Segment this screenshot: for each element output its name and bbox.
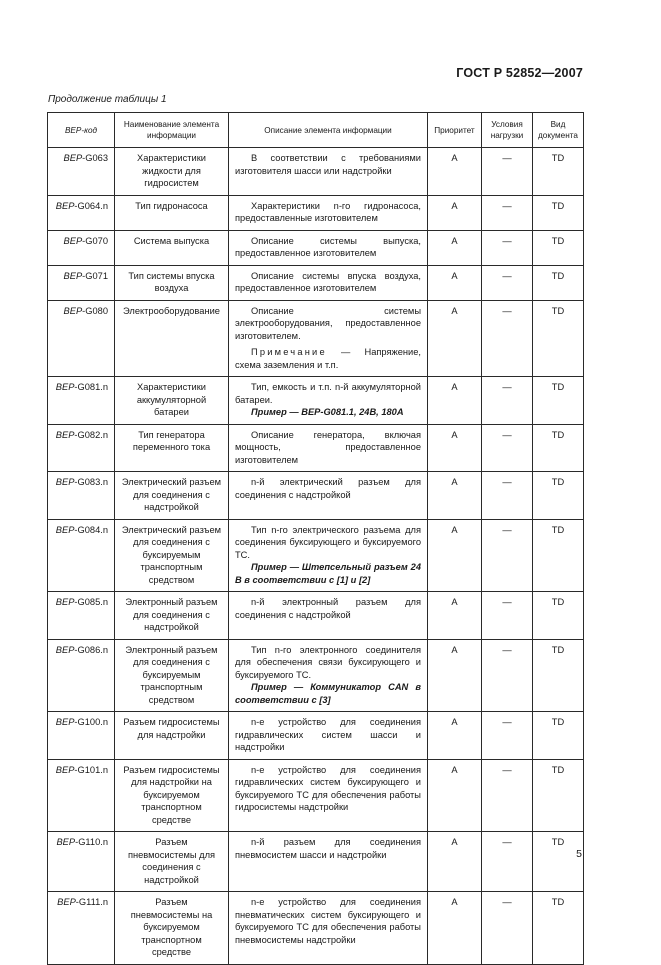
name-cell: Разъем пневмосистемы для соединения с надстройкой bbox=[115, 832, 229, 892]
description-text: Описание системы электрооборудования, предоставленное изготовителем. bbox=[235, 305, 421, 341]
conditions-cell: — bbox=[482, 300, 533, 377]
code-cell bbox=[48, 592, 115, 640]
document-header: ГОСТ Р 52852—2007 bbox=[456, 66, 583, 80]
doc-type-cell: TD bbox=[533, 519, 584, 592]
doc-type-cell: TD bbox=[533, 265, 584, 300]
conditions-cell: — bbox=[482, 377, 533, 425]
priority-cell: А bbox=[428, 230, 482, 265]
description-text: В соответствии с требованиями изготовителя шасси или надстройки bbox=[235, 153, 421, 176]
table-row bbox=[48, 195, 584, 230]
code-suffix: -G064.n bbox=[74, 200, 108, 211]
name-cell: Разъем пневмосистемы на буксируемом транспортном средстве bbox=[115, 892, 229, 965]
description-cell bbox=[229, 759, 428, 832]
priority-cell: А bbox=[428, 639, 482, 712]
conditions-cell: — bbox=[482, 519, 533, 592]
priority-cell: А bbox=[428, 424, 482, 472]
code-suffix: -G071 bbox=[82, 270, 108, 281]
code-prefix: ВЕР bbox=[55, 717, 75, 727]
doc-type-cell: TD bbox=[533, 300, 584, 377]
conditions-cell: — bbox=[482, 892, 533, 965]
description-cell bbox=[229, 195, 428, 230]
code-cell bbox=[48, 265, 115, 300]
specification-table bbox=[47, 112, 584, 965]
priority-cell: А bbox=[428, 712, 482, 760]
code-prefix: ВЕР bbox=[57, 897, 76, 907]
conditions-cell: — bbox=[482, 639, 533, 712]
description-text: Описание системы выпуска, предоставленное изготовителем bbox=[235, 235, 421, 258]
code-prefix: ВЕР bbox=[63, 235, 83, 246]
name-cell: Тип гидронасоса bbox=[115, 195, 229, 230]
description-text: Описание генератора, включая мощность, предоставленное изготовителем bbox=[235, 429, 421, 465]
note-label: Примечание bbox=[251, 347, 327, 357]
table-row bbox=[48, 832, 584, 892]
priority-cell: А bbox=[428, 519, 482, 592]
name-cell: Тип системы впуска воздуха bbox=[115, 265, 229, 300]
code-suffix: -G083.n bbox=[74, 477, 108, 487]
priority-cell: А bbox=[428, 265, 482, 300]
priority-cell: А bbox=[428, 195, 482, 230]
code-prefix: ВЕР bbox=[55, 524, 75, 535]
table-row bbox=[48, 300, 584, 377]
page-number: 5 bbox=[576, 848, 582, 860]
description-text: n-й электронный разъем для соединения с надстройкой bbox=[235, 597, 421, 620]
code-suffix: -G085.n bbox=[74, 597, 108, 607]
name-cell: Тип генератора переменного тока bbox=[115, 424, 229, 472]
name-cell: Разъем гидросистемы для надстройки на буксируемом транспортном средстве bbox=[115, 759, 229, 832]
description-cell bbox=[229, 265, 428, 300]
table-row bbox=[48, 892, 584, 965]
conditions-cell: — bbox=[482, 759, 533, 832]
name-cell: Электрооборудование bbox=[115, 300, 229, 377]
table-header-row bbox=[48, 113, 584, 148]
code-suffix: -G086.n bbox=[74, 644, 108, 655]
name-cell: Разъем гидросистемы для надстройки bbox=[115, 712, 229, 760]
example-text: Пример — Штепсельный разъем 24 В в соответствии с [1] и [2] bbox=[235, 562, 421, 585]
description-text: Тип n-го электрического разъема для соединения буксирующего и буксируемого ТС. bbox=[235, 524, 421, 560]
example-text: Пример — ВЕР-G081.1, 24В, 180А bbox=[251, 407, 404, 417]
description-text: n-й разъем для соединения пневмосистем шасси и надстройки bbox=[235, 837, 421, 860]
description-cell bbox=[229, 592, 428, 640]
name-cell: Электронный разъем для соединения с надстройкой bbox=[115, 592, 229, 640]
doc-type-cell: TD bbox=[533, 230, 584, 265]
table-caption: Продолжение таблицы 1 bbox=[48, 94, 167, 105]
note bbox=[235, 346, 421, 371]
table-row bbox=[48, 230, 584, 265]
description-cell bbox=[229, 230, 428, 265]
description-cell bbox=[229, 712, 428, 760]
description-text: n-е устройство для соединения гидравлических систем шасси и надстройки bbox=[235, 717, 421, 752]
conditions-cell: — bbox=[482, 832, 533, 892]
description-cell bbox=[229, 639, 428, 712]
code-suffix: -G100.n bbox=[74, 717, 108, 727]
code-prefix: ВЕР bbox=[56, 837, 76, 847]
code-cell bbox=[48, 519, 115, 592]
priority-cell: А bbox=[428, 300, 482, 377]
code-suffix: -G081.n bbox=[74, 382, 108, 392]
code-prefix: ВЕР bbox=[55, 644, 75, 655]
name-cell: Характеристики аккумуляторной батареи bbox=[115, 377, 229, 425]
code-cell bbox=[48, 892, 115, 965]
code-suffix: -G111.n bbox=[75, 897, 108, 907]
table-row bbox=[48, 472, 584, 520]
code-suffix: -G110.n bbox=[75, 837, 108, 847]
code-cell bbox=[48, 300, 115, 377]
description-text: n-е устройство для соединения пневматических систем буксирующего и буксируемого ТС для обеспечения работы пневмосистемы надстройки bbox=[235, 897, 421, 945]
conditions-cell: — bbox=[482, 230, 533, 265]
code-prefix: ВЕР bbox=[55, 764, 75, 775]
conditions-cell: — bbox=[482, 712, 533, 760]
code-cell bbox=[48, 377, 115, 425]
code-cell bbox=[48, 148, 115, 196]
doc-type-cell: TD bbox=[533, 759, 584, 832]
priority-cell: А bbox=[428, 148, 482, 196]
description-cell bbox=[229, 472, 428, 520]
doc-type-cell: TD bbox=[533, 377, 584, 425]
table-row bbox=[48, 265, 584, 300]
code-prefix: ВЕР bbox=[55, 597, 75, 607]
description-cell bbox=[229, 377, 428, 425]
table-row bbox=[48, 592, 584, 640]
doc-type-cell: TD bbox=[533, 195, 584, 230]
description-text: Характеристики n-го гидронасоса, предоставленные изготовителем bbox=[235, 200, 421, 223]
code-suffix: -G070 bbox=[82, 235, 108, 246]
code-suffix: -G063 bbox=[82, 153, 108, 163]
code-suffix: -G101.n bbox=[74, 764, 108, 775]
table-row bbox=[48, 759, 584, 832]
conditions-cell: — bbox=[482, 195, 533, 230]
code-suffix: -G084.n bbox=[74, 524, 108, 535]
conditions-cell: — bbox=[482, 592, 533, 640]
column-header-priority: Приоритет bbox=[428, 113, 482, 148]
table-row bbox=[48, 639, 584, 712]
column-header-description: Описание элемента информации bbox=[229, 113, 428, 148]
code-prefix: ВЕР bbox=[55, 382, 75, 392]
priority-cell: А bbox=[428, 472, 482, 520]
table-row bbox=[48, 424, 584, 472]
column-header-name: Наименование элемента информации bbox=[115, 113, 229, 148]
conditions-cell: — bbox=[482, 148, 533, 196]
code-suffix: -G080 bbox=[82, 305, 108, 316]
table-row bbox=[48, 712, 584, 760]
column-header-conditions: Условия нагрузки bbox=[482, 113, 533, 148]
code-cell bbox=[48, 195, 115, 230]
column-header-doc-type: Вид документа bbox=[533, 113, 584, 148]
code-cell bbox=[48, 712, 115, 760]
description-cell bbox=[229, 892, 428, 965]
doc-type-cell: TD bbox=[533, 892, 584, 965]
code-prefix: ВЕР bbox=[63, 153, 83, 163]
conditions-cell: — bbox=[482, 424, 533, 472]
code-prefix: ВЕР bbox=[55, 477, 75, 487]
description-text: Тип, емкость и т.п. n-й аккумуляторной батареи. bbox=[235, 382, 421, 405]
doc-type-cell: TD bbox=[533, 639, 584, 712]
description-cell bbox=[229, 148, 428, 196]
doc-type-cell: TD bbox=[533, 712, 584, 760]
doc-type-cell: TD bbox=[533, 424, 584, 472]
description-cell bbox=[229, 300, 428, 377]
name-cell: Система выпуска bbox=[115, 230, 229, 265]
code-cell bbox=[48, 424, 115, 472]
description-text: Тип n-го электронного соединителя для обеспечения связи буксирующего и буксируемого ТС. bbox=[235, 644, 421, 680]
code-prefix: ВЕР bbox=[55, 200, 75, 211]
description-text: Описание системы впуска воздуха, предоставленное изготовителем bbox=[235, 270, 421, 293]
code-cell bbox=[48, 230, 115, 265]
code-prefix: ВЕР bbox=[55, 429, 75, 440]
code-cell bbox=[48, 832, 115, 892]
priority-cell: А bbox=[428, 892, 482, 965]
name-cell: Электрический разъем для соединения с надстройкой bbox=[115, 472, 229, 520]
priority-cell: А bbox=[428, 377, 482, 425]
doc-type-cell: TD bbox=[533, 472, 584, 520]
note-text: — Напряжение, схема заземления и т.п. bbox=[235, 347, 421, 370]
doc-type-cell: TD bbox=[533, 592, 584, 640]
code-prefix: ВЕР bbox=[63, 305, 83, 316]
conditions-cell: — bbox=[482, 265, 533, 300]
description-cell bbox=[229, 519, 428, 592]
code-suffix: -G082.n bbox=[74, 429, 108, 440]
description-cell bbox=[229, 424, 428, 472]
code-cell bbox=[48, 759, 115, 832]
description-cell bbox=[229, 832, 428, 892]
example-text: Пример — Коммуникатор CAN в соответствии с [3] bbox=[235, 682, 421, 705]
code-prefix: ВЕР bbox=[63, 270, 83, 281]
doc-type-cell: TD bbox=[533, 832, 584, 892]
priority-cell: А bbox=[428, 759, 482, 832]
table-row bbox=[48, 377, 584, 425]
table-row bbox=[48, 148, 584, 196]
name-cell: Характеристики жидкости для гидросистем bbox=[115, 148, 229, 196]
priority-cell: А bbox=[428, 592, 482, 640]
column-header-code: ВЕР-код bbox=[48, 113, 115, 148]
code-cell bbox=[48, 639, 115, 712]
code-cell bbox=[48, 472, 115, 520]
table-row bbox=[48, 519, 584, 592]
description-text: n-е устройство для соединения гидравлических систем буксирующего и буксируемого ТС для обеспечения работы гидросистемы надстройки bbox=[235, 764, 421, 812]
description-text: n-й электрический разъем для соединения с надстройкой bbox=[235, 477, 421, 500]
priority-cell: А bbox=[428, 832, 482, 892]
conditions-cell: — bbox=[482, 472, 533, 520]
doc-type-cell: TD bbox=[533, 148, 584, 196]
name-cell: Электрический разъем для соединения с буксируемым транспортным средством bbox=[115, 519, 229, 592]
name-cell: Электронный разъем для соединения с буксируемым транспортным средством bbox=[115, 639, 229, 712]
